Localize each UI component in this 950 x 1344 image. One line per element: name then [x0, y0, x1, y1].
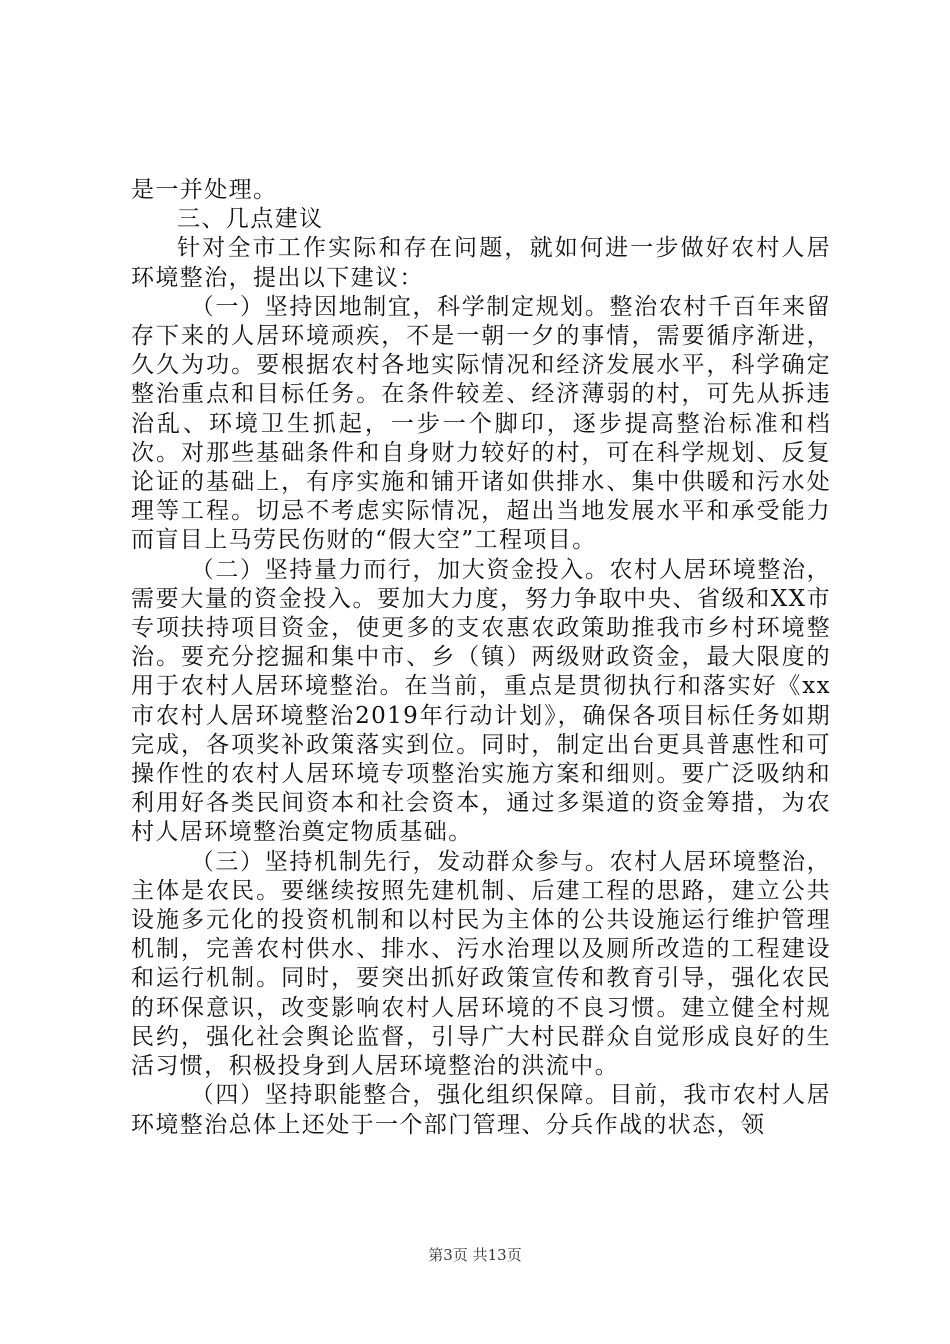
paragraph-suggestion-4: （四）坚持职能整合，强化组织保障。目前，我市农村人居环境整治总体上还处于一个部门管理、分兵作战的状态，领 — [131, 1082, 831, 1138]
paragraph-intro: 针对全市工作实际和存在问题，就如何进一步做好农村人居环境整治，提出以下建议： — [131, 235, 831, 291]
page-number-footer: 第3页 共13页 — [428, 1246, 522, 1264]
paragraph-continuation: 是一并处理。 — [131, 177, 278, 203]
paragraph-suggestion-2: （二）坚持量力而行，加大资金投入。农村人居环境整治，需要大量的资金投入。要加大力度，努力争取中央、省级和XX市专项扶持项目资金，使更多的支农惠农政策助推我市乡村环境整治。要充分挖掘和集中市、乡（镇）两级财政资金，最大限度的用于农村人居环境整治。在当前，重点是贯彻执行和落实好《xx市农村人居环境整治2019年行动计划》，确保各项目标任务如期完成，各项奖补政策落实到位。同时，制定出台更具普惠性和可操作性的农村人居环境专项整治实施方案和细则。要广泛吸纳和利用好各类民间资本和社会资本，通过多渠道的资金筹措，为农村人居环境整治奠定物质基础。 — [131, 556, 831, 846]
paragraph-suggestion-1: （一）坚持因地制宜，科学制定规划。整治农村千百年来留存下来的人居环境顽疾，不是一朝一夕的事情，需要循序渐进，久久为功。要根据农村各地实际情况和经济发展水平，科学确定整治重点和目标任务。在条件较差、经济薄弱的村，可先从拆违治乱、环境卫生抓起，一步一个脚印，逐步提高整治标准和档次。对那些基础条件和自身财力较好的村，可在科学规划、反复论证的基础上，有序实施和铺开诸如供排水、集中供暖和污水处理等工程。切忌不考虑实际情况，超出当地发展水平和承受能力而盲目上马劳民伤财的“假大空”工程项目。 — [131, 293, 831, 554]
section-heading: 三、几点建议 — [177, 206, 324, 233]
document-body — [131, 176, 831, 1140]
paragraph-suggestion-3: （三）坚持机制先行，发动群众参与。农村人居环境整治，主体是农民。要继续按照先建机制、后建工程的思路，建立公共设施多元化的投资机制和以村民为主体的公共设施运行维护管理机制，完善农村供水、排水、污水治理以及厕所改造的工程建设和运行机制。同时，要突出抓好政策宣传和教育引导，强化农民的环保意识，改变影响农村人居环境的不良习惯。建立健全村规民约，强化社会舆论监督，引导广大村民群众自觉形成良好的生活习惯，积极投身到人居环境整治的洪流中。 — [131, 848, 831, 1080]
